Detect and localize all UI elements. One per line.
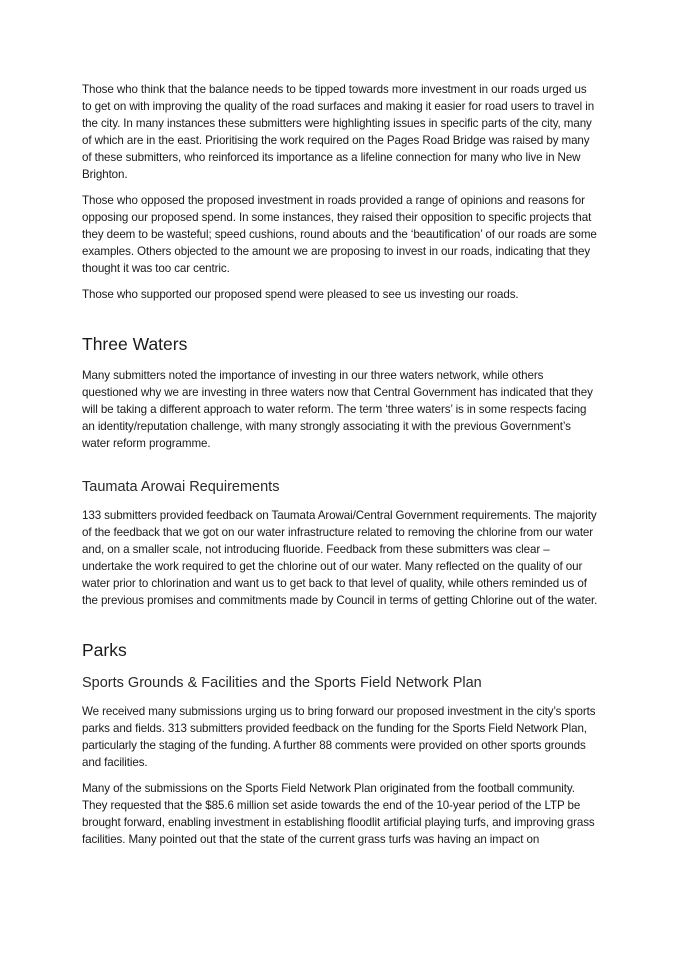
taumata-arowai-paragraph: 133 submitters provided feedback on Taumata Arowai/Central Government requirements. The majority of the feedback that we got on our water infrastructure related to removing the chlorine from our water and, on a smaller scale, not introducing fluoride. Feedback from these submitters was clear – undertake the work required to get the chlorine out of our water. Many reflected on the quality of our water prior to chlorination and want us to get back to that level of quality, while others reminded us of the previous promises and commitments made by Council in terms of getting Chlorine out of the water. bbox=[82, 509, 598, 607]
roads-paragraph-1: Those who think that the balance needs to be tipped towards more investment in our roads urged us to get on with improving the quality of the road surfaces and making it easier for road users to travel in the city. In many instances these submitters were highlighting issues in specific parts of the city, many of which are in the east. Prioritising the work required on the Pages Road Bridge was raised by many of these submitters, who reinforced its importance as a lifeline connection for many who live in New Brighton. bbox=[82, 83, 595, 181]
sports-paragraph-2: Many of the submissions on the Sports Field Network Plan originated from the football community. They requested that the $85.6 million set aside towards the end of the 10-year period of the LTP be brought forward, enabling investment in establishing floodlit artificial playing turfs, and improving grass facilities. Many pointed out that the state of the current grass turfs was having an impact on bbox=[82, 782, 595, 846]
roads-paragraph-3: Those who supported our proposed spend were pleased to see us investing our roads. bbox=[82, 288, 519, 301]
three-waters-heading: Three Waters bbox=[82, 334, 188, 354]
document-page bbox=[82, 81, 598, 857]
sports-grounds-heading: Sports Grounds & Facilities and the Sports Field Network Plan bbox=[82, 675, 482, 691]
taumata-arowai-heading: Taumata Arowai Requirements bbox=[82, 479, 280, 495]
three-waters-paragraph: Many submitters noted the importance of investing in our three waters network, while others questioned why we are investing in three waters now that Central Government has indicated that they will be taking a different approach to water reform. The term ‘three waters’ is in some respects facing an identity/reputation challenge, with many strongly associating it with the previous Government’s water reform programme. bbox=[82, 369, 593, 450]
parks-heading: Parks bbox=[82, 640, 127, 660]
sports-paragraph-1: We received many submissions urging us to bring forward our proposed investment in the city’s sports parks and fields. 313 submitters provided feedback on the funding for the Sports Field Network Plan, particularly the staging of the funding. A further 88 comments were provided on other sports grounds and facilities. bbox=[82, 705, 596, 769]
roads-paragraph-2: Those who opposed the proposed investment in roads provided a range of opinions and reasons for opposing our proposed spend. In some instances, they raised their opposition to specific projects that they deem to be wasteful; speed cushions, round abouts and the ‘beautification’ of our roads are some examples. Others objected to the amount we are proposing to invest in our roads, indicating that they thought it was too car centric. bbox=[82, 194, 597, 275]
